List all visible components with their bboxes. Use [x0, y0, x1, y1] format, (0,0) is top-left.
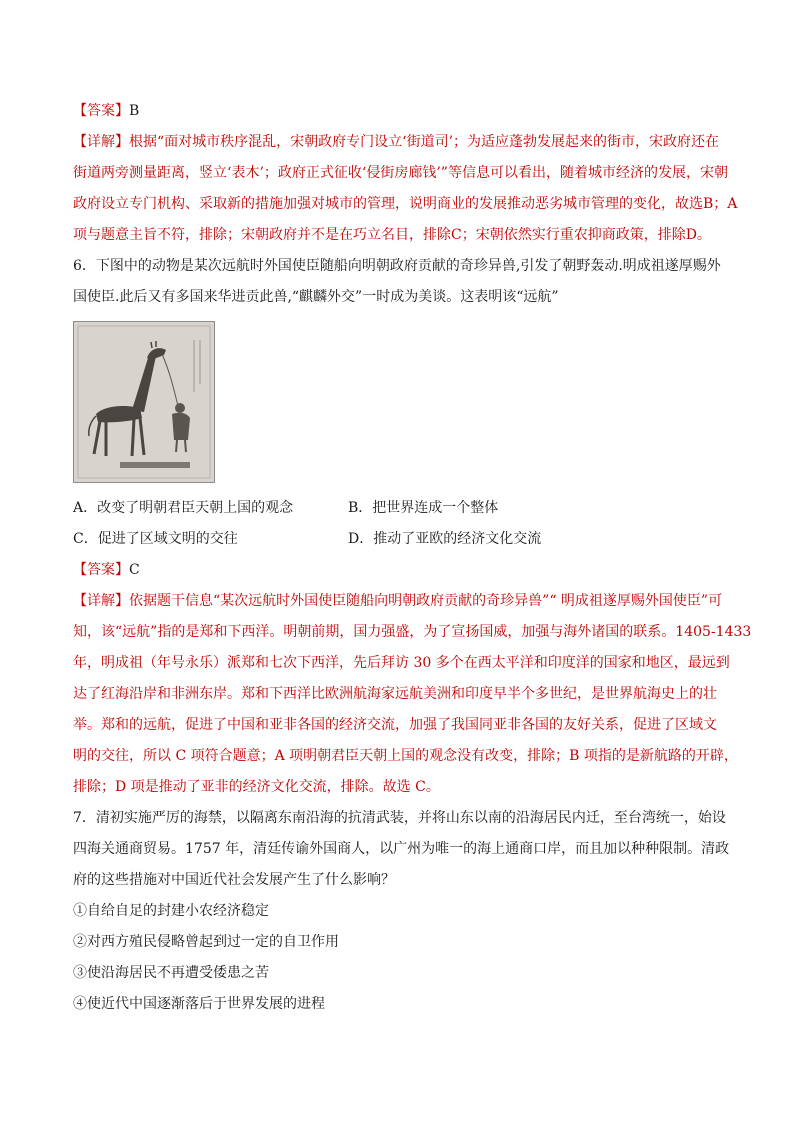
detail-line: 依据题干信息“某次远航时外国使臣随船向明朝政府贡献的奇珍异兽”“ 明成祖遂厚赐外国使臣”可	[129, 593, 723, 609]
stem-line: 府的这些措施对中国近代社会发展产生了什么影响？	[73, 872, 395, 888]
list-item: ④使近代中国逐渐落后于世界发展的进程	[73, 996, 325, 1012]
answer-tag: 【答案】	[73, 103, 129, 119]
detail-line: 项与题意主旨不符，排除；宋朝政府并不是在巧立名目，排除C；宋朝依然实行重农抑商政策，排除D。	[73, 227, 711, 243]
detail-line: 举。郑和的远航，促进了中国和亚非各国的经济交流，加强了我国同亚非各国的友好关系，促进了区域文	[73, 717, 717, 733]
detail-line: 街道两旁测量距离，竖立‘表木’；政府正式征收‘侵街房廊钱’”等信息可以看出，随着城市经济的发展，宋朝	[73, 165, 728, 181]
detail-line: 知，该“远航”指的是郑和下西洋。明朝前期，国力强盛，为了宣扬国威，加强与海外诸国的联系。1405-1433	[73, 624, 752, 640]
q7-items	[73, 896, 723, 1020]
document-page	[73, 96, 752, 1020]
option-c: C．促进了区域文明的交往	[73, 531, 238, 547]
q7-stem	[73, 803, 730, 896]
q5-detail	[73, 127, 738, 251]
stem-line: 7．清初实施严厉的海禁，以隔离东南沿海的抗清武装，并将山东以南的沿海居民内迁，至台湾统一，始设	[73, 810, 726, 826]
answer-value: C	[129, 562, 140, 578]
stem-line: 国使臣.此后又有多国来华进贡此兽,“麒麟外交”一时成为美谈。这表明该“远航”	[73, 289, 559, 305]
detail-line: 明的交往，所以 C 项符合题意；A 项明朝君臣天朝上国的观念没有改变，排除；B 项指的是新航路的开辟，	[73, 748, 738, 764]
q6-detail	[73, 586, 752, 803]
q6-options	[73, 493, 723, 555]
q6-stem	[73, 251, 723, 313]
detail-line: 年，明成祖（年号永乐）派郑和七次下西洋，先后拜访 30 多个在西太平洋和印度洋的国家和地区，最远到	[73, 655, 730, 671]
giraffe-icon	[74, 322, 214, 482]
option-b: B．把世界连成一个整体	[348, 500, 499, 516]
q6-answer	[73, 555, 723, 586]
answer-value: B	[129, 103, 140, 119]
option-a: A．改变了明朝君臣天朝上国的观念	[73, 500, 294, 516]
giraffe-painting-image	[73, 321, 215, 483]
answer-tag: 【答案】	[73, 562, 129, 578]
q5-answer	[73, 96, 723, 127]
detail-line: 根据“面对城市秩序混乱，宋朝政府专门设立‘街道司’；为适应蓬勃发展起来的街市，宋政府还在	[129, 134, 720, 150]
detail-line: 政府设立专门机构、采取新的措施加强对城市的管理，说明商业的发展推动恶劣城市管理的变化，故选B；A	[73, 196, 738, 212]
stem-line: 四海关通商贸易。1757 年，清廷传谕外国商人，以广州为唯一的海上通商口岸，而且加以种种限制。清政	[73, 841, 730, 857]
option-d: D．推动了亚欧的经济文化交流	[348, 531, 542, 547]
list-item: ②对西方殖民侵略曾起到过一定的自卫作用	[73, 934, 339, 950]
detail-line: 达了红海沿岸和非洲东岸。郑和下西洋比欧洲航海家远航美洲和印度早半个多世纪，是世界航海史上的壮	[73, 686, 717, 702]
stem-line: 6．下图中的动物是某次远航时外国使臣随船向明朝政府贡献的奇珍异兽,引发了朝野轰动.明成祖遂厚赐外	[73, 258, 721, 274]
list-item: ③使沿海居民不再遭受倭患之苦	[73, 965, 269, 981]
list-item: ①自给自足的封建小农经济稳定	[73, 903, 269, 919]
detail-tag: 【详解】	[73, 593, 129, 609]
detail-line: 排除；D 项是推动了亚非的经济文化交流，排除。故选 C。	[73, 779, 440, 795]
detail-tag: 【详解】	[73, 134, 129, 150]
